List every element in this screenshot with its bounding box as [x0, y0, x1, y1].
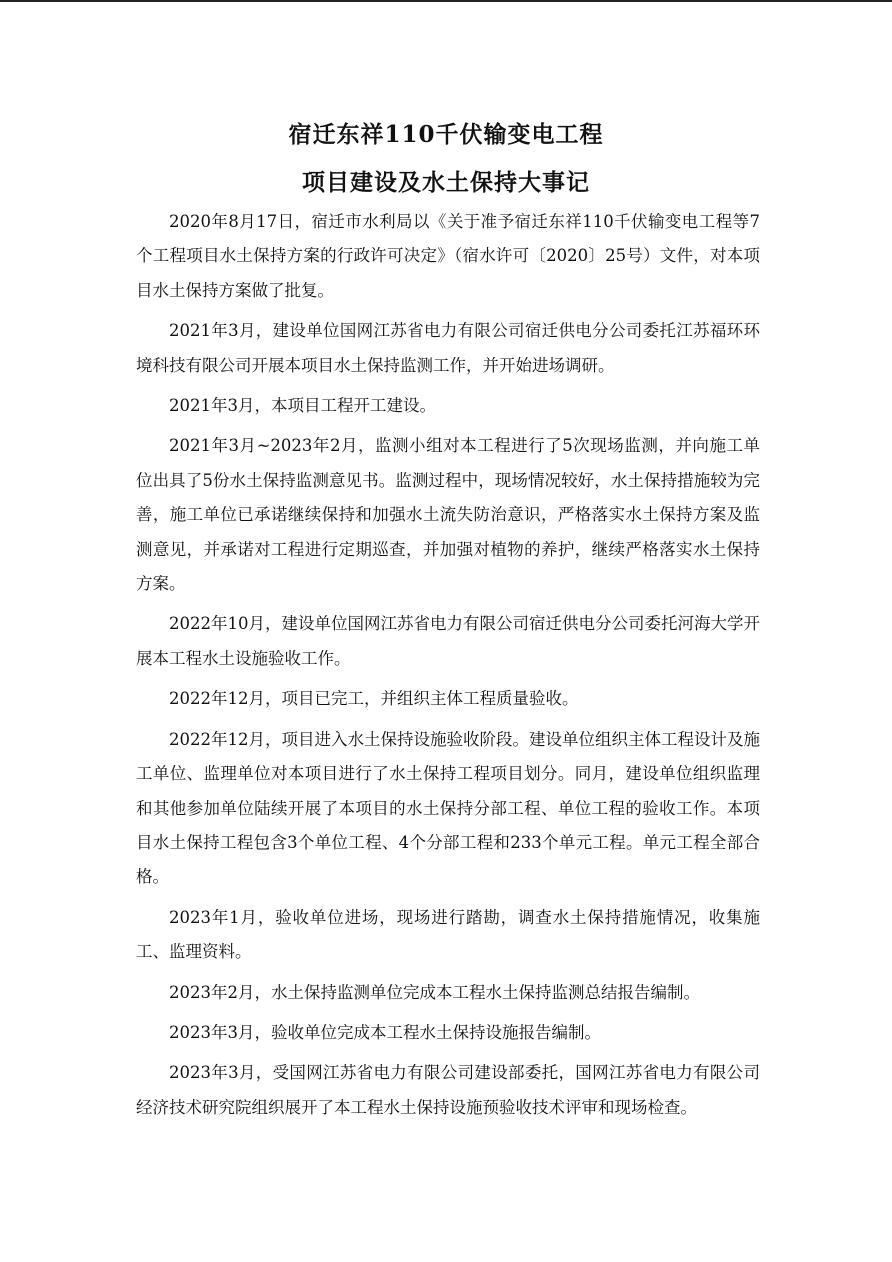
document-title: 宿迁东祥110千伏输变电工程	[288, 121, 604, 148]
document-body	[136, 205, 760, 1125]
paragraph: 2023年3月，受国网江苏省电力有限公司建设部委托，国网江苏省电力有限公司经济技术研究院组织展开了本工程水土保持设施预验收技术评审和现场检查。	[136, 1063, 760, 1117]
document-subtitle: 项目建设及水土保持大事记	[302, 169, 590, 196]
paragraph: 2021年3月~2023年2月，监测小组对本工程进行了5次现场监测，并向施工单位出具了5份水土保持监测意见书。监测过程中，现场情况较好，水土保持措施较为完善，施工单位已承诺继续保持和加强水土流失防治意识，严格落实水土保持方案及监测意见，并承诺对工程进行定期巡查，并加强对植物的养护，继续严格落实水土保持方案。	[136, 436, 760, 594]
paragraph: 2023年2月，水土保持监测单位完成本工程水土保持监测总结报告编制。	[169, 982, 700, 1002]
paragraph: 2021年3月，本项目工程开工建设。	[169, 396, 436, 416]
paragraph: 2023年1月，验收单位进场，现场进行踏勘，调查水土保持措施情况，收集施工、监理资料。	[136, 907, 760, 962]
paragraph: 2023年3月，验收单位完成本工程水土保持设施报告编制。	[169, 1022, 601, 1042]
paragraph: 2020年8月17日，宿迁市水利局以《关于准予宿迁东祥110千伏输变电工程等7个工程项目水土保持方案的行政许可决定》（宿水许可〔2020〕25号）文件，对本项目水土保持方案做了批复。	[136, 212, 760, 300]
paragraph: 2022年10月，建设单位国网江苏省电力有限公司宿迁供电分公司委托河海大学开展本工程水土设施验收工作。	[136, 614, 760, 668]
top-border-line	[0, 0, 892, 2]
paragraph: 2022年12月，项目进入水土保持设施验收阶段。建设单位组织主体工程设计及施工单位、监理单位对本项目进行了水土保持工程项目划分。同月，建设单位组织监理和其他参加单位陆续开展了本项目的水土保持分部工程、单位工程的验收工作。本项目水土保持工程包含3个单位工程、4个分部工程和233个单元工程。单元工程全部合格。	[136, 729, 760, 887]
paragraph: 2021年3月，建设单位国网江苏省电力有限公司宿迁供电分公司委托江苏福环环境科技有限公司开展本项目水土保持监测工作，并开始进场调研。	[136, 321, 760, 375]
paragraph: 2022年12月，项目已完工，并组织主体工程质量验收。	[169, 689, 579, 709]
